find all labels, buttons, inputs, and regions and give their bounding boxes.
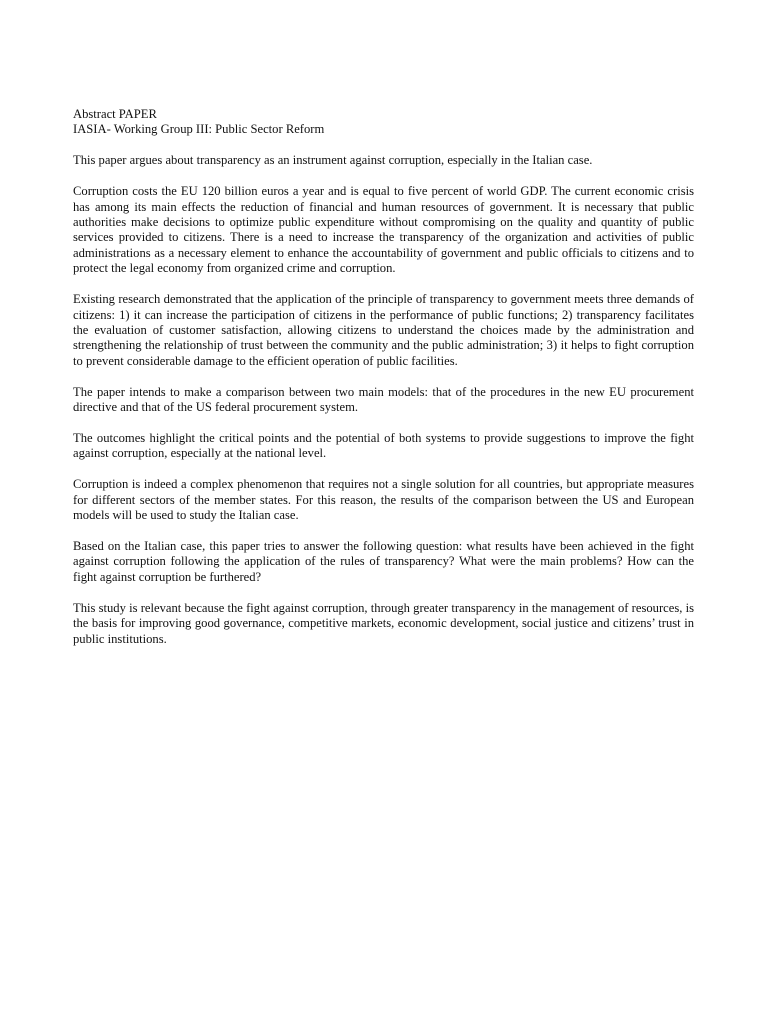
paragraph-research-question: Based on the Italian case, this paper tries to answer the following question: what results have been achieved in the fight against corruption following the application of the rules of transparency? What were the main problems? How can the fight against corruption be furthered? <box>73 539 694 584</box>
document-page <box>73 107 694 647</box>
paragraph-intro: This paper argues about transparency as an instrument against corruption, especially in the Italian case. <box>73 153 593 168</box>
paragraph-corruption-costs: Corruption costs the EU 120 billion euros a year and is equal to five percent of world GDP. The current economic crisis has among its main effects the reduction of financial and human resources of government. It is necessary that public authorities make decisions to optimize public expenditure without compromising on the quality and quantity of public services provided to citizens. There is a need to increase the transparency of the organization and activities of public administrations as a necessary element to enhance the accountability of government and public officials to citizens and to protect the legal economy from organized crime and corruption. <box>73 184 694 276</box>
paragraph-complex-phenomenon: Corruption is indeed a complex phenomenon that requires not a single solution for all countries, but appropriate measures for different sectors of the member states. For this reason, the results of the comparison between the US and European models will be used to study the Italian case. <box>73 477 694 523</box>
paragraph-relevance: This study is relevant because the fight against corruption, through greater transparency in the management of resources, is the basis for improving good governance, competitive markets, economic development, social justice and citizens’ trust in public institutions. <box>73 600 694 646</box>
paragraph-existing-research: Existing research demonstrated that the application of the principle of transparency to government meets three demands of citizens: 1) it can increase the participation of citizens in the performance of public functions; 2) transparency facilitates the evaluation of customer satisfaction, allowing citizens to understand the choices made by the administration and strengthening the relationship of trust between the community and the public administration; 3) it helps to fight corruption to prevent considerable damage to the efficient operation of public facilities. <box>73 292 694 368</box>
paragraph-comparison: The paper intends to make a comparison between two main models: that of the procedures in the new EU procurement directive and that of the US federal procurement system. <box>73 384 694 415</box>
document-subtitle: IASIA- Working Group III: Public Sector Reform <box>73 122 325 137</box>
document-title: Abstract PAPER <box>73 107 157 121</box>
paragraph-outcomes: The outcomes highlight the critical points and the potential of both systems to provide suggestions to improve the fight against corruption, especially at the national level. <box>73 431 694 461</box>
